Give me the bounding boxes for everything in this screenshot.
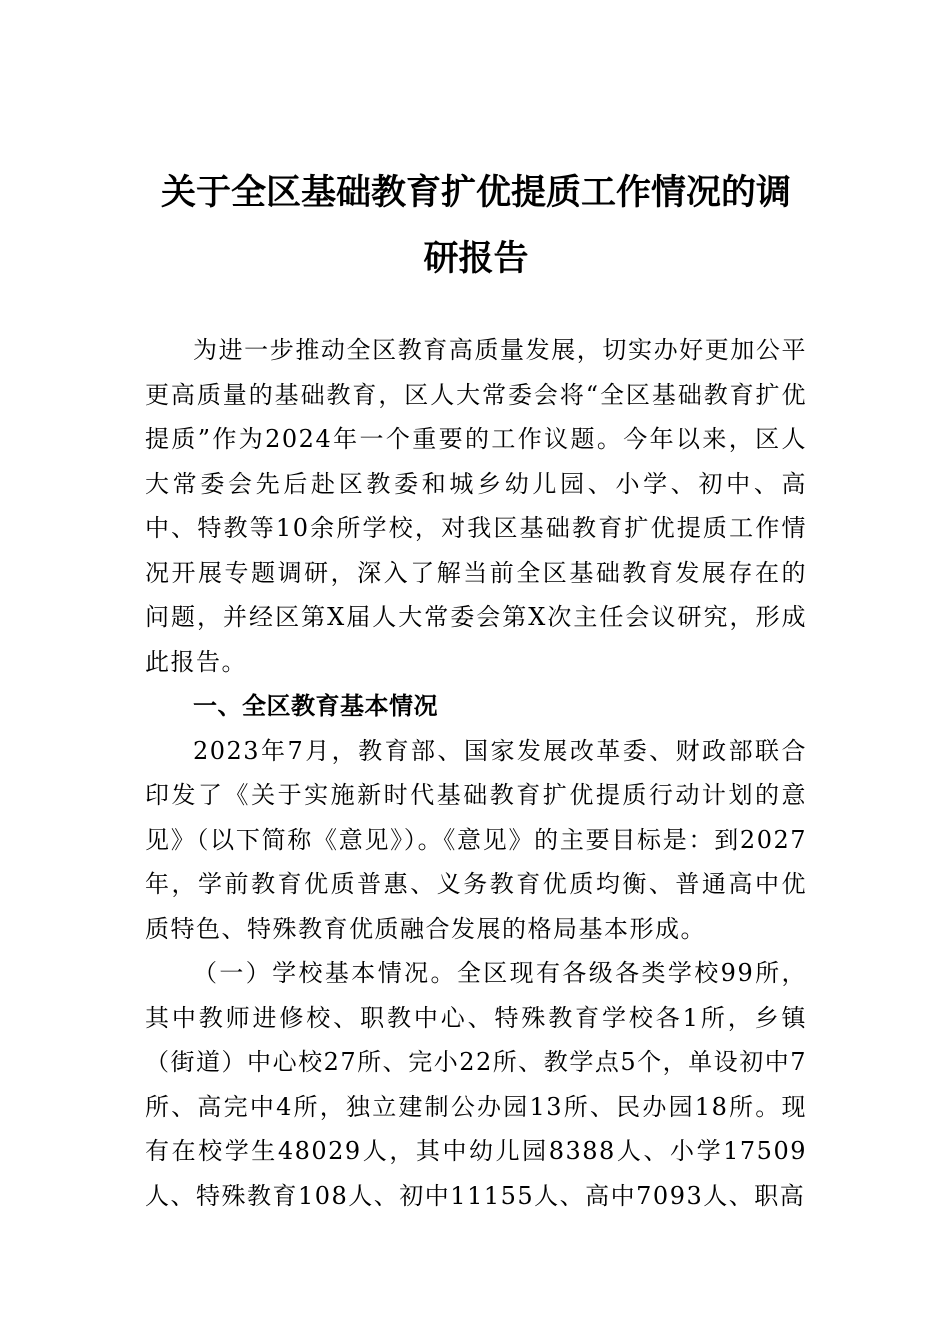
document-title: 关于全区基础教育扩优提质工作情况的调研报告 (160, 173, 791, 279)
intro-paragraph: 为进一步推动全区教育高质量发展，切实办好更加公平更高质量的基础教育，区人大常委会将“全区基础教育扩优提质”作为2024年一个重要的工作议题。今年以来，区人大常委会先后赴区教委和城乡幼儿园、小学、初中、高中、特教等10余所学校，对我区基础教育扩优提质工作情况开展专题调研，深入了解当前全区基础教育发展存在的问题，并经区第X届人大常委会第X次主任会议研究，形成此报告。 (145, 336, 807, 676)
section-1-paragraph: 2023年7月，教育部、国家发展改革委、财政部联合印发了《关于实施新时代基础教育扩优提质行动计划的意见》（以下简称《意见》）。《意见》的主要目标是：到2027年，学前教育优质普惠、义务教育优质均衡、普通高中优质特色、特殊教育优质融合发展的格局基本形成。 (145, 736, 807, 943)
document-body (145, 328, 807, 1218)
section-heading-1: 一、全区教育基本情况 (193, 692, 438, 720)
school-info-paragraph: （一）学校基本情况。全区现有各级各类学校99所，其中教师进修校、职教中心、特殊教育学校各1所，乡镇（街道）中心校27所、完小22所、教学点5个，单设初中7所、高完中4所，独立建制公办园13所、民办园18所。现有在校学生48029人，其中幼儿园8388人、小学17509人、特殊教育108人、初中11155人、高中7093人、职高 (145, 959, 807, 1210)
